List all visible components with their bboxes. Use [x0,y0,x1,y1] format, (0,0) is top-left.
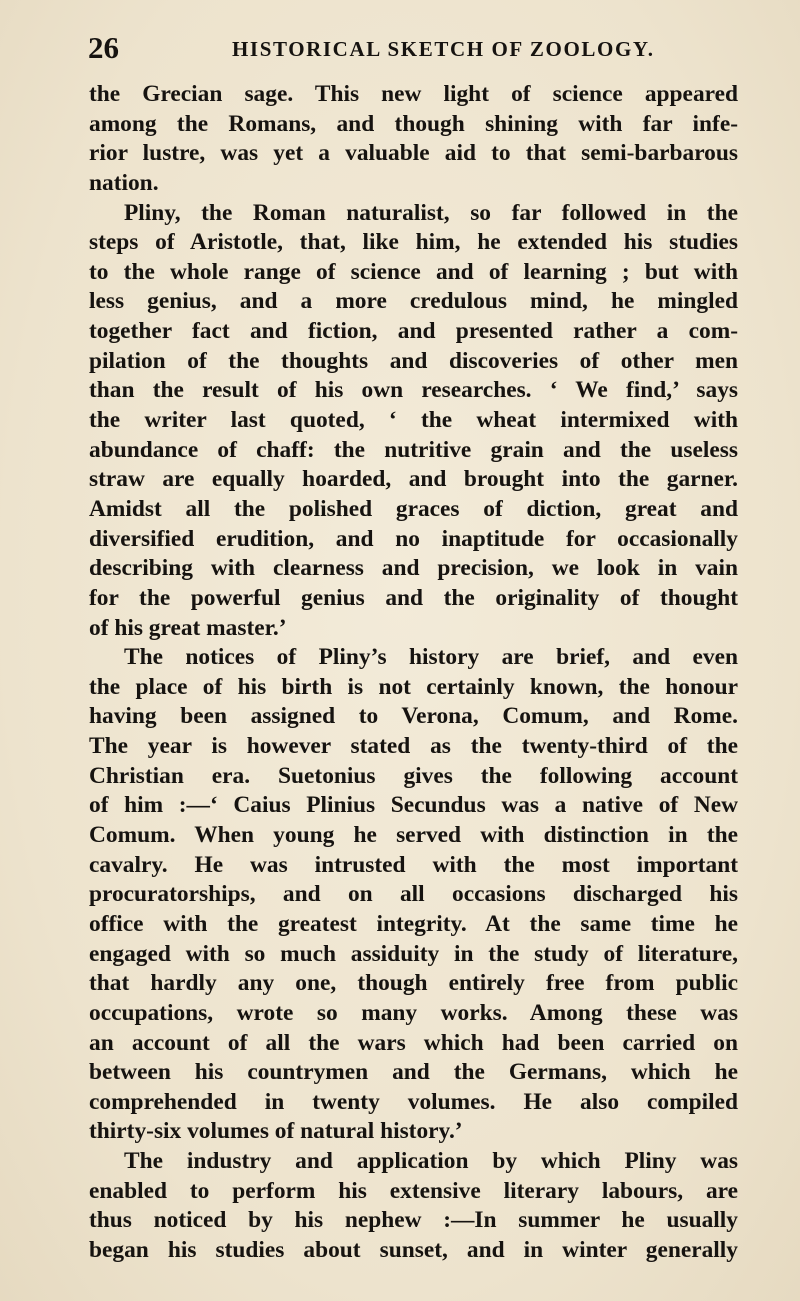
text-line: rior lustre, was yet a valuable aid to that semi-barbarous [89,140,738,167]
text-line: Christian era. Suetonius gives the following account [89,762,738,789]
text-line: the Grecian sage. This new light of science appeared [89,81,738,107]
text-line: comprehended in twenty volumes. He also compiled [89,1088,738,1115]
body-text [89,80,738,1266]
text-line: to the whole range of science and of learning ; but with [89,258,738,285]
text-line: than the result of his own researches. ‘ We find,’ says [89,377,738,404]
text-line: the writer last quoted, ‘ the wheat intermixed with [89,407,738,434]
text-line: describing with clearness and precision, we look in vain [89,555,738,582]
running-head [88,28,738,68]
text-line: procuratorships, and on all occasions discharged his [89,881,738,908]
text-line: of him :—‘ Caius Plinius Secundus was a native of New [89,792,738,819]
text-line: among the Romans, and though shining with far infe- [89,110,738,137]
page-number: 26 [88,30,119,65]
text-line: steps of Aristotle, that, like him, he extended his studies [89,229,738,256]
running-title: HISTORICAL SKETCH OF ZOOLOGY. [232,37,655,61]
text-line: Pliny, the Roman naturalist, so far followed in the [124,199,738,226]
text-line: The year is however stated as the twenty-third of the [89,733,738,760]
text-line: began his studies about sunset, and in winter generally [89,1236,738,1263]
text-line: Amidst all the polished graces of diction, great and [89,495,738,522]
text-line: an account of all the wars which had been carried on [89,1029,738,1056]
text-line: of his great master.’ [89,614,287,641]
text-line: less genius, and a more credulous mind, he mingled [89,288,738,315]
text-line: nation. [89,169,159,196]
text-line: that hardly any one, though entirely free from public [89,970,738,997]
text-line: thirty-six volumes of natural history.’ [89,1118,463,1145]
text-line: the place of his birth is not certainly known, the honour [89,673,738,700]
text-line: The industry and application by which Pliny was [124,1148,738,1175]
text-line: occupations, wrote so many works. Among these was [89,999,738,1026]
text-line: enabled to perform his extensive literary labours, are [89,1177,738,1204]
text-line: Comum. When young he served with distinction in the [89,822,738,849]
text-line: thus noticed by his nephew :—In summer he usually [89,1207,738,1234]
text-line: cavalry. He was intrusted with the most important [89,851,738,878]
text-line: The notices of Pliny’s history are brief, and even [124,644,738,671]
text-line: for the powerful genius and the originality of thought [89,584,738,611]
text-line: abundance of chaff: the nutritive grain and the useless [89,436,738,463]
text-line: diversified erudition, and no inaptitude for occasionally [89,525,738,552]
text-line: having been assigned to Verona, Comum, and Rome. [89,703,738,730]
text-line: pilation of the thoughts and discoveries of other men [89,347,738,374]
text-line: straw are equally hoarded, and brought into the garner. [89,466,738,493]
text-line: between his countrymen and the Germans, which he [89,1059,738,1086]
text-line: office with the greatest integrity. At the same time he [89,910,738,937]
text-line: engaged with so much assiduity in the study of literature, [89,940,738,967]
text-line: together fact and fiction, and presented rather a com- [89,318,738,345]
